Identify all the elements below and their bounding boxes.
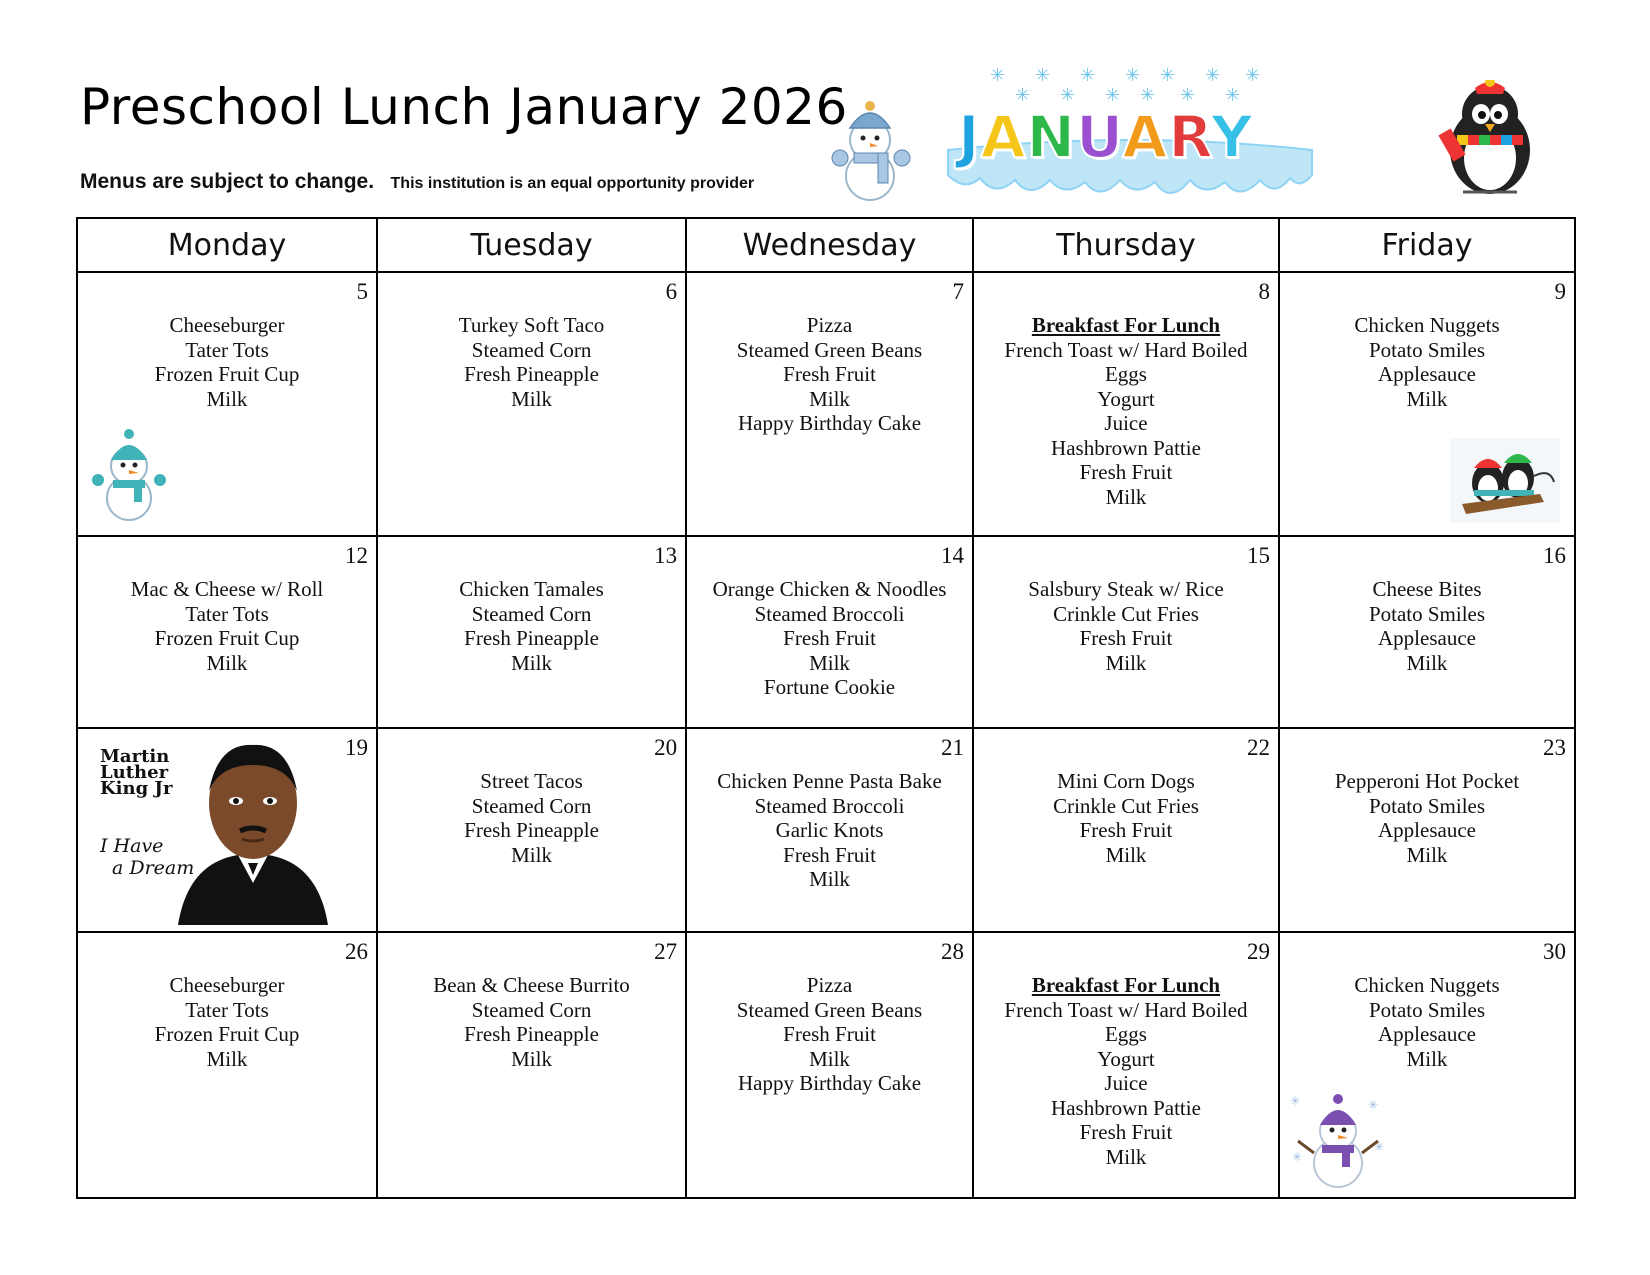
menu-list	[974, 933, 1278, 1169]
mlk-portrait	[178, 743, 328, 925]
day-cell	[686, 932, 973, 1198]
menu-item: Steamed Green Beans	[736, 997, 923, 1022]
menu-item: Garlic Knots	[775, 818, 884, 842]
menu-item: Chicken Tamales	[459, 577, 604, 601]
menu-list	[378, 933, 685, 1071]
menu-item: French Toast w/ Hard Boiled	[1004, 337, 1248, 362]
menu-item: Fortune Cookie	[763, 675, 896, 699]
january-word: JANUARY	[958, 103, 1254, 171]
menu-item: Potato Smiles	[1368, 793, 1486, 818]
menu-item: Potato Smiles	[1368, 997, 1486, 1022]
menu-item: Hashbrown Pattie	[1051, 435, 1201, 460]
svg-text:✳: ✳	[1160, 65, 1176, 86]
day-number: 22	[1247, 735, 1271, 760]
menu-list	[78, 933, 376, 1071]
menu-list	[974, 729, 1278, 867]
day-number: 23	[1543, 735, 1566, 760]
week-row	[77, 272, 1575, 536]
equal-opportunity-text: This institution is an equal opportunity provider	[390, 175, 755, 192]
subtitle	[80, 170, 754, 194]
menu-list	[687, 537, 972, 700]
mlk-name-line: Luther	[100, 762, 169, 783]
day-number: 15	[1247, 543, 1271, 568]
january-banner	[940, 65, 1320, 205]
menu-item: Pizza	[806, 973, 853, 997]
page-title: Preschool Lunch January 2026	[80, 78, 848, 136]
svg-text:✳: ✳	[1060, 85, 1076, 105]
day-number: 30	[1543, 939, 1566, 964]
snowflakes-icon	[990, 65, 1270, 105]
menu-item: Fresh Fruit	[783, 626, 876, 650]
day-cell	[77, 728, 377, 932]
menu-item: Eggs	[1104, 362, 1147, 386]
menu-item: Milk	[206, 386, 248, 411]
menu-item: Steamed Corn	[471, 793, 592, 818]
svg-text:✳: ✳	[1140, 85, 1156, 105]
menu-item: French Toast w/ Hard Boiled	[1004, 997, 1248, 1022]
day-cell	[973, 932, 1279, 1198]
svg-text:✳: ✳	[1125, 65, 1141, 86]
day-number: 14	[940, 543, 964, 568]
menu-item: Fresh Fruit	[1079, 460, 1173, 484]
menu-item: Crinkle Cut Fries	[1053, 601, 1199, 626]
menu-item: Milk	[206, 650, 248, 675]
menu-item: Steamed Broccoli	[754, 793, 905, 818]
day-number: 27	[654, 939, 678, 964]
mlk-quote-line: a Dream	[112, 857, 195, 879]
menu-list	[974, 273, 1278, 509]
weekday-tuesday: Tuesday	[377, 218, 686, 272]
menu-item: Chicken Penne Pasta Bake	[717, 769, 942, 793]
menu-item: Yogurt	[1097, 1046, 1155, 1071]
day-cell	[1279, 536, 1575, 728]
menu-item: Fresh Fruit	[1079, 818, 1173, 842]
menu-item: Milk	[809, 867, 850, 891]
menu-item: Street Tacos	[480, 769, 583, 793]
menu-item: Frozen Fruit Cup	[154, 1022, 300, 1046]
day-number: 7	[952, 279, 964, 304]
menu-item: Frozen Fruit Cup	[154, 626, 300, 650]
menu-heading: Breakfast For Lunch	[1031, 313, 1221, 337]
menu-item: Steamed Corn	[471, 997, 592, 1022]
menu-item: Milk	[511, 1046, 552, 1071]
penguin-icon	[1435, 80, 1545, 200]
day-cell	[1279, 728, 1575, 932]
menu-item: Orange Chicken & Noodles	[712, 577, 947, 601]
menu-item: Mini Corn Dogs	[1057, 769, 1195, 793]
menu-item: Milk	[1105, 650, 1147, 675]
svg-text:✳: ✳	[1374, 1140, 1385, 1154]
day-cell	[377, 536, 686, 728]
svg-text:✳: ✳	[1035, 65, 1051, 86]
menu-item: Milk	[809, 1046, 850, 1071]
weekday-header-row	[77, 218, 1575, 272]
svg-text:✳: ✳	[1225, 85, 1241, 105]
snowman-purple-icon	[1288, 1091, 1388, 1191]
mlk-name	[100, 746, 173, 799]
menu-item: Milk	[1105, 842, 1147, 867]
svg-text:✳: ✳	[1080, 65, 1096, 86]
menu-item: Cheeseburger	[169, 973, 285, 997]
menu-list	[78, 273, 376, 411]
day-number: 28	[940, 939, 964, 964]
weekday-friday: Friday	[1279, 218, 1575, 272]
day-cell	[973, 272, 1279, 536]
menu-item: Juice	[1104, 1071, 1148, 1095]
menu-heading: Breakfast For Lunch	[1031, 973, 1221, 997]
menu-item: Eggs	[1104, 1022, 1147, 1046]
menu-list	[687, 933, 972, 1096]
day-cell	[1279, 272, 1575, 536]
day-cell	[77, 536, 377, 728]
menu-list	[378, 537, 685, 675]
menu-item: Fresh Pineapple	[464, 1022, 599, 1046]
menu-item: Applesauce	[1378, 626, 1476, 650]
menu-item: Tater Tots	[185, 337, 269, 362]
menu-item: Fresh Fruit	[783, 842, 876, 867]
menu-list	[78, 537, 376, 675]
menu-item: Steamed Corn	[471, 601, 592, 626]
menu-item: Fresh Fruit	[783, 1022, 876, 1046]
day-cell	[1279, 932, 1575, 1198]
menu-item: Mac & Cheese w/ Roll	[130, 577, 324, 601]
menu-item: Tater Tots	[185, 997, 269, 1022]
menu-item: Milk	[511, 386, 552, 411]
menu-item: Salsbury Steak w/ Rice	[1028, 577, 1224, 601]
menu-list	[1280, 273, 1574, 411]
mlk-quote-line: I Have	[100, 835, 164, 857]
week-row	[77, 932, 1575, 1198]
day-cell	[686, 272, 973, 536]
menu-item: Milk	[1105, 1144, 1147, 1169]
day-cell	[686, 728, 973, 932]
menu-list	[1280, 537, 1574, 675]
day-cell	[377, 728, 686, 932]
menu-item: Fresh Pineapple	[464, 818, 599, 842]
menu-list	[378, 273, 685, 411]
penguins-sled-icon	[1450, 438, 1560, 523]
menu-item: Milk	[206, 1046, 248, 1071]
menu-item: Potato Smiles	[1368, 601, 1486, 626]
day-cell	[377, 272, 686, 536]
menu-item: Milk	[1105, 484, 1147, 509]
menu-item: Potato Smiles	[1368, 337, 1486, 362]
menu-item: Yogurt	[1097, 386, 1155, 411]
menu-item: Milk	[1406, 386, 1448, 411]
menu-item: Chicken Nuggets	[1354, 973, 1500, 997]
menu-item: Fresh Fruit	[1079, 626, 1173, 650]
disclaimer-text: Menus are subject to change.	[80, 170, 375, 193]
menu-item: Milk	[809, 650, 850, 675]
menu-item: Fresh Fruit	[783, 362, 876, 386]
weekday-wednesday: Wednesday	[686, 218, 973, 272]
day-number: 20	[654, 735, 678, 760]
menu-item: Hashbrown Pattie	[1051, 1095, 1201, 1120]
day-cell	[77, 932, 377, 1198]
day-cell	[686, 536, 973, 728]
svg-text:✳: ✳	[1205, 65, 1221, 86]
day-number: 13	[654, 543, 678, 568]
day-cell	[973, 536, 1279, 728]
menu-item: Milk	[1406, 1046, 1448, 1071]
menu-list	[687, 729, 972, 892]
menu-item: Milk	[511, 842, 552, 867]
week-row	[77, 536, 1575, 728]
weekday-thursday: Thursday	[973, 218, 1279, 272]
week-row	[77, 728, 1575, 932]
menu-item: Cheeseburger	[169, 313, 285, 337]
menu-item: Steamed Green Beans	[736, 337, 923, 362]
menu-item: Fresh Fruit	[1079, 1120, 1173, 1144]
day-number: 9	[1554, 279, 1566, 304]
menu-list	[974, 537, 1278, 675]
day-cell	[377, 932, 686, 1198]
day-cell	[77, 272, 377, 536]
menu-list	[378, 729, 685, 867]
day-number: 16	[1543, 543, 1566, 568]
svg-text:✳: ✳	[1180, 85, 1196, 105]
day-number: 21	[940, 735, 964, 760]
lunch-calendar	[76, 217, 1576, 1199]
menu-item: Milk	[511, 650, 552, 675]
menu-item: Happy Birthday Cake	[737, 1071, 922, 1095]
menu-item: Juice	[1104, 411, 1148, 435]
mlk-name-line: Martin	[100, 746, 170, 767]
snowman-icon	[820, 98, 920, 203]
menu-item: Cheese Bites	[1372, 577, 1482, 601]
day-number: 29	[1247, 939, 1271, 964]
day-cell	[973, 728, 1279, 932]
svg-text:✳: ✳	[1292, 1150, 1303, 1164]
menu-item: Crinkle Cut Fries	[1053, 793, 1199, 818]
menu-item: Fresh Pineapple	[464, 362, 599, 386]
menu-item: Applesauce	[1378, 362, 1476, 386]
day-number: 26	[345, 939, 368, 964]
svg-text:✳: ✳	[1105, 85, 1121, 105]
day-number: 6	[665, 279, 678, 304]
menu-item: Applesauce	[1378, 1022, 1476, 1046]
day-number: 19	[345, 735, 368, 760]
menu-item: Frozen Fruit Cup	[154, 362, 300, 386]
svg-text:✳: ✳	[990, 65, 1006, 86]
menu-item: Steamed Corn	[471, 337, 592, 362]
day-number: 8	[1258, 279, 1271, 304]
svg-text:✳: ✳	[1290, 1094, 1301, 1108]
menu-item: Tater Tots	[185, 601, 269, 626]
menu-item: Milk	[809, 386, 850, 411]
menu-item: Fresh Pineapple	[464, 626, 599, 650]
day-number: 5	[356, 279, 368, 304]
mlk-clipart	[86, 737, 326, 925]
menu-item: Pepperoni Hot Pocket	[1334, 769, 1520, 793]
mlk-name-line: King Jr	[100, 778, 173, 799]
svg-text:✳: ✳	[1245, 65, 1261, 86]
menu-item: Milk	[1406, 650, 1448, 675]
menu-item: Happy Birthday Cake	[737, 411, 922, 435]
menu-list	[1280, 933, 1574, 1071]
svg-text:✳: ✳	[1015, 85, 1031, 105]
menu-item: Pizza	[806, 313, 853, 337]
menu-item: Milk	[1406, 842, 1448, 867]
day-number: 12	[345, 543, 368, 568]
weekday-monday: Monday	[77, 218, 377, 272]
menu-item: Turkey Soft Taco	[458, 313, 605, 337]
menu-item: Steamed Broccoli	[754, 601, 905, 626]
menu-item: Bean & Cheese Burrito	[433, 973, 630, 997]
menu-item: Applesauce	[1378, 818, 1476, 842]
snowman-icon	[84, 428, 174, 523]
svg-text:✳: ✳	[1368, 1098, 1379, 1112]
menu-list	[1280, 729, 1574, 867]
menu-item: Chicken Nuggets	[1354, 313, 1500, 337]
menu-list	[687, 273, 972, 436]
